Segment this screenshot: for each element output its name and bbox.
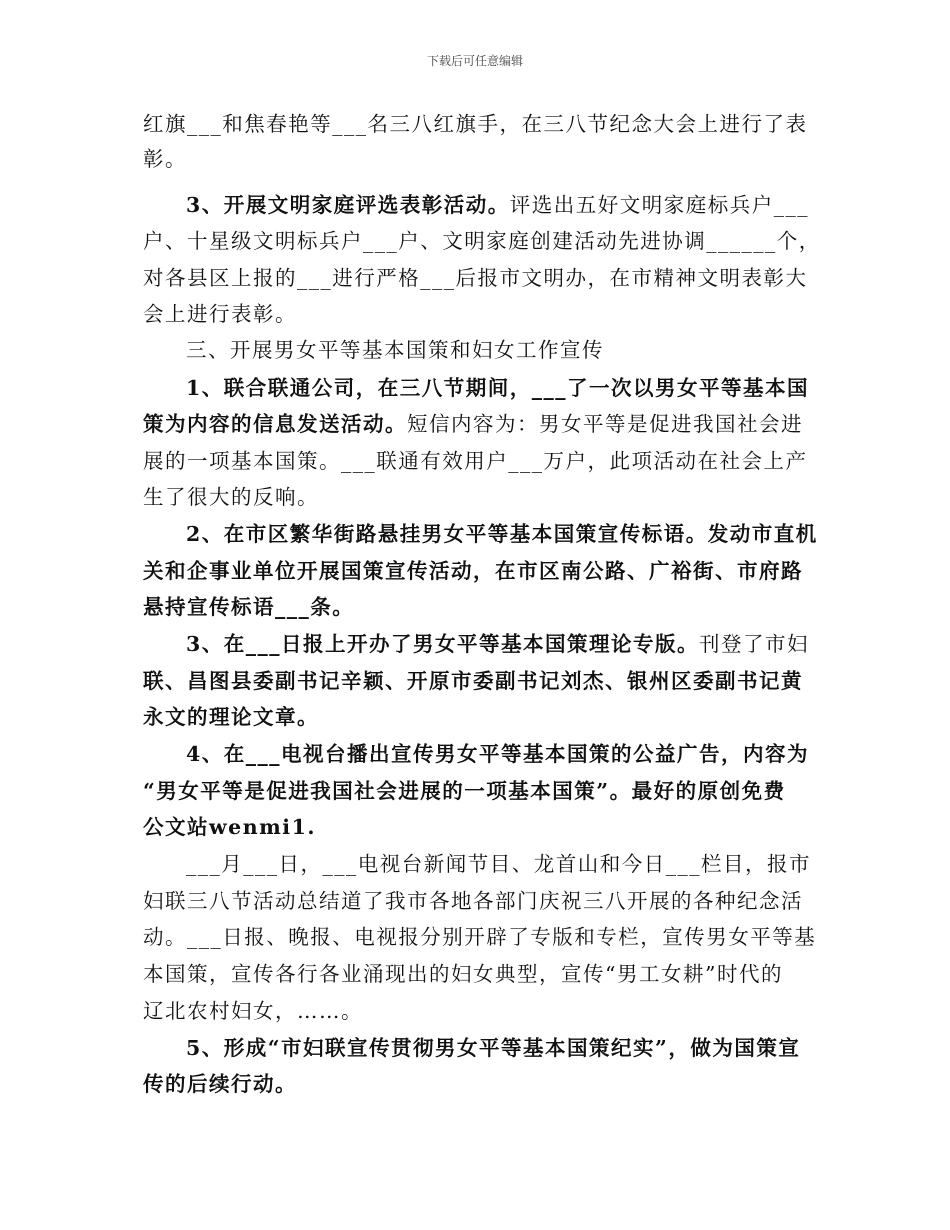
- text-line: 动。___日报、晚报、电视报分别开辟了专版和专栏，宣传男女平等基: [143, 925, 817, 949]
- text-line: 三、开展男女平等基本国策和妇女工作宣传: [186, 338, 604, 362]
- text-line: 关和企事业单位开展国策宣传活动，在市区南公路、广裕街、市府路: [143, 559, 803, 583]
- text-line-normal: 短信内容为：男女平等是促进我国社会进: [407, 412, 803, 436]
- text-line: 4、在___电视台播出宣传男女平等基本国策的公益广告，内容为: [186, 742, 810, 766]
- text-line: 展的一项基本国策。___联通有效用户___万户，此项活动在社会上产: [143, 449, 808, 473]
- text-line: “男女平等是促进我国社会进展的一项基本国策”。最好的原创免费: [143, 779, 786, 803]
- text-line: 传的后续行动。: [143, 1072, 297, 1096]
- text-line: 对各县区上报的___进行严格___后报市文明办，在市精神文明表彰大: [143, 266, 808, 290]
- page-header: 下载后可任意编辑: [426, 54, 523, 68]
- text-line-normal: 刊登了市妇: [699, 632, 810, 656]
- text-line-bold: 3、开展文明家庭评选表彰活动。: [186, 193, 510, 217]
- text-line: 红旗___和焦春艳等___名三八红旗手，在三八节纪念大会上进行了表: [143, 112, 808, 136]
- text-line: 2、在市区繁华街路悬挂男女平等基本国策宣传标语。发动市直机: [186, 522, 818, 546]
- text-line-bold: 策为内容的信息发送活动。: [143, 412, 407, 436]
- text-line: 会上进行表彰。: [143, 302, 297, 326]
- text-line: 辽北农村妇女，……。: [143, 999, 363, 1023]
- text-line: [186, 191, 809, 219]
- text-line: 永文的理论文章。: [143, 705, 319, 729]
- text-line: [186, 630, 809, 658]
- text-line: 彰。: [143, 147, 187, 171]
- text-line: 5、形成“市妇联宣传贯彻男女平等基本国策纪实”，做为国策宣: [186, 1036, 801, 1060]
- text-line: 生了很大的反响。: [143, 485, 319, 509]
- text-line: 公文站wenmi1.: [143, 815, 316, 839]
- text-line: ___月___日，___电视台新闻节目、龙首山和今日___栏目，报市: [186, 852, 811, 876]
- text-line: [143, 410, 803, 438]
- text-line-bold: 3、在___日报上开办了男女平等基本国策理论专版。: [186, 632, 700, 656]
- text-line: 户、十星级文明标兵户___户、文明家庭创建活动先进协调______个，: [143, 229, 821, 253]
- text-line: 本国策，宣传各行各业涌现出的妇女典型，宣传“男工女耕”时代的: [143, 962, 783, 986]
- text-line: 1、联合联通公司，在三八节期间，___了一次以男女平等基本国: [186, 376, 810, 400]
- text-line-normal: 评选出五好文明家庭标兵户___: [509, 193, 810, 217]
- text-line: 悬持宣传标语___条。: [143, 595, 355, 619]
- text-line: 联、昌图县委副书记辛颖、开原市委副书记刘杰、银州区委副书记黄: [143, 669, 803, 693]
- text-line: 妇联三八节活动总结道了我市各地各部门庆祝三八开展的各种纪念活: [143, 889, 803, 913]
